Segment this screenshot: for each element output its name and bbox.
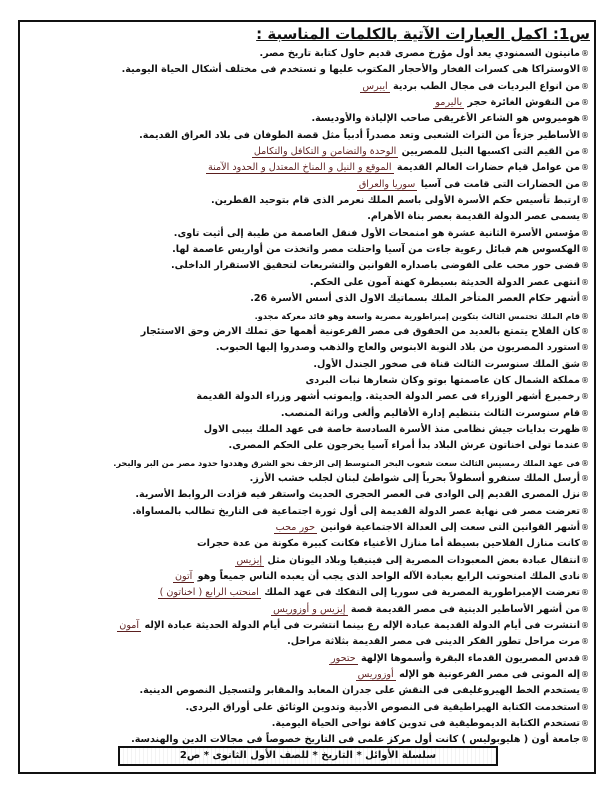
bullet-icon: ® — [581, 735, 589, 745]
statement-text: استورد المصريون من بلاد النوبة الابنوس والعاج والذهب وصدروا إليها الحبوب. — [215, 342, 580, 354]
statement-line — [20, 667, 594, 683]
statement-text: قام الملك تحتمس الثالث بتكوين إمبراطورية مصرية واسعة وهو قائد معركة مجدو. — [254, 310, 580, 321]
answer-text: حور محب — [275, 521, 315, 533]
bullet-icon: ® — [581, 98, 589, 108]
statement-line — [20, 128, 594, 144]
bullet-icon: ® — [581, 686, 589, 696]
statement-line — [20, 520, 594, 536]
statement-text: انتقال عبادة بعض المعبودات المصرية إلى فينيقيا وبلاد اليونان مثل — [267, 554, 580, 566]
statement-line — [20, 504, 594, 520]
bullet-icon: ® — [581, 277, 589, 287]
statement-text: أشهر حكام العصر المتأخر الملك بسماتيك الاول الذى أسس الأسرة 26. — [250, 293, 580, 305]
bullet-icon: ® — [581, 473, 589, 483]
statement-text: من القيم التى اكسبها النيل للمصريين — [401, 146, 580, 158]
statement-text: انتشرت فى أيام الدولة القديمة عبادة الإله رع بينما انتشرت فى أيام الدولة الحديثة عبادة الإله — [144, 620, 580, 632]
bullet-icon: ® — [581, 326, 589, 336]
statement-line — [20, 95, 594, 111]
bullet-icon: ® — [581, 228, 589, 238]
statement-text: مانيتون السمنودي يعد أول مؤرخ مصرى قديم حاول كتابة تاريخ مصر. — [259, 48, 580, 59]
statement-line — [20, 455, 594, 471]
bullet-icon: ® — [581, 65, 589, 75]
bullet-icon: ® — [581, 555, 589, 565]
statement-text: انتهى عصر الدولة الحديثة بسيطرة كهنة آمون على الحكم. — [309, 276, 580, 288]
statement-line — [20, 275, 594, 291]
bullet-icon: ® — [581, 621, 589, 631]
statement-line — [20, 487, 594, 503]
statement-text: يسمى عصر الدولة القديمة بعصر بناة الأهرام. — [367, 211, 580, 223]
statement-text: أرسل الملك سنفرو أسطولاً بحرياً إلى شواطئ لبنان لجلب خشب الأرز. — [249, 472, 580, 484]
bullet-icon: ® — [581, 359, 589, 369]
statement-text: يستخدم الخط الهيروغليفى فى النقش على جدران المعابد والمقابر ولتسجيل النصوص الدينية. — [139, 685, 580, 697]
statement-line — [20, 569, 594, 585]
bullet-icon: ® — [581, 179, 589, 189]
statement-line — [20, 438, 594, 454]
bullet-icon: ® — [581, 311, 589, 321]
answer-text: الموقع و النيل و المناخ المعتدل و الحدود الآمنة — [207, 162, 392, 174]
statement-text: هوميروس هو الشاعر الأغريقى صاحب الإلياذة والأوديسة. — [311, 113, 580, 125]
statement-line — [20, 536, 594, 552]
statement-text: مرت مراحل تطور الفكر الدينى فى مصر القديمة بثلاثة مراحل. — [287, 636, 580, 648]
statement-text: شق الملك سنوسرت الثالث قناة فى صخور الجندل الأول. — [313, 358, 580, 370]
bullet-icon: ® — [581, 392, 589, 402]
statement-line — [20, 700, 594, 716]
statement-line — [20, 373, 594, 389]
statement-line — [20, 144, 594, 160]
bullet-icon: ® — [581, 114, 589, 124]
statement-text: تستخدم الكتابة الديموطيقية فى تدوين كافة نواحى الحياة اليومية. — [271, 718, 580, 730]
statement-line — [20, 46, 594, 62]
bullet-icon: ® — [581, 343, 589, 353]
question-instruction: : اكمل العبارات الآتية بالكلمات المناسبة : — [256, 25, 559, 43]
statement-line — [20, 258, 594, 274]
bullet-icon: ® — [581, 147, 589, 157]
statement-text: تعرضت مصر فى نهاية عصر الدولة القديمة إلى أول ثورة اجتماعية فى التاريخ تطالب بالمساواة. — [132, 505, 580, 517]
statement-line — [20, 618, 594, 634]
bullet-icon: ® — [581, 196, 589, 206]
statement-line — [20, 79, 594, 95]
statement-line — [20, 177, 594, 193]
statement-text: نزل المصرى القديم إلى الوادى فى العصر الحجرى الحديث واستقر فيه فزادت الروابط الأسرية. — [135, 489, 580, 501]
statement-text: أشهر القوانين التى سعت إلى العدالة الاجتماعية قوانين — [320, 521, 580, 533]
bullet-icon: ® — [581, 81, 589, 91]
statement-line — [20, 291, 594, 307]
statement-text: ارتبط تأسيس حكم الأسرة الأولى باسم الملك نعرمر الذى قام بتوحيد القطرين. — [211, 195, 580, 207]
statement-line — [20, 422, 594, 438]
statement-line — [20, 340, 594, 356]
bullet-icon: ® — [581, 539, 589, 549]
bullet-icon: ® — [581, 375, 589, 385]
statement-text: إله الموتى فى مصر الفرعونية هو الإله — [399, 669, 580, 681]
bullet-icon: ® — [581, 506, 589, 516]
answer-text: إيزيس و أوزوريس — [273, 603, 346, 615]
statement-text: من النقوش الغائرة حجر — [467, 97, 580, 109]
answer-text: سوريا والعراق — [358, 178, 416, 190]
statement-line — [20, 651, 594, 667]
answer-text: آتون — [174, 571, 193, 582]
bullet-icon: ® — [581, 637, 589, 647]
statement-text: تعرضت الإمبراطورية المصرية فى سوريا إلى التفكك فى عهد الملك — [264, 587, 580, 599]
answer-text: باليرمو — [435, 97, 463, 109]
bullet-icon: ® — [581, 670, 589, 680]
bullet-icon: ® — [581, 408, 589, 418]
bullet-icon: ® — [581, 604, 589, 614]
answer-text: حتحور — [331, 652, 356, 664]
statement-line — [20, 226, 594, 242]
question-number: س1 — [558, 25, 590, 43]
answer-text: ايبرس — [362, 80, 388, 92]
statement-text: من انواع البرديات فى مجال الطب بردية — [393, 80, 580, 92]
bullet-icon: ® — [581, 49, 589, 58]
statement-list — [20, 46, 594, 749]
bullet-icon: ® — [581, 490, 589, 500]
statement-line — [20, 160, 594, 176]
statement-text: قضى حور محب على الفوضى باصداره القوانين والتشريعات لتحقيق الاستقرار الداخلى. — [170, 260, 580, 272]
statement-text: ظهرت بدايات جيش نظامى منذ الأسرة السادسة خاصة فى عهد الملك بيبى الاول — [203, 423, 580, 435]
statement-text: مؤسس الأسرة الثانية عشرة هو امنمحات الأول فنقل العاصمة من طيبة إلى أثيت تاوى. — [173, 227, 580, 239]
bullet-icon: ® — [581, 424, 589, 434]
statement-text: كانت منازل الفلاحين بسيطة أما منازل الأغنياء فكانت كبيرة مكونة من عدة حجرات — [196, 538, 580, 550]
answer-text: الوحدة والتضامن و التكافل والتكامل — [253, 146, 397, 158]
statement-line — [20, 62, 594, 78]
bullet-icon: ® — [581, 702, 589, 712]
bullet-icon: ® — [581, 719, 589, 729]
bullet-icon: ® — [581, 294, 589, 304]
statement-line — [20, 389, 594, 405]
bullet-icon: ® — [581, 245, 589, 255]
statement-text: فى عهد الملك رمسيس الثالث سعت شعوب البحر المتوسط إلى الزحف نحو الشرق وهددوا حدود مصر من البر والبحر. — [113, 457, 580, 468]
statement-line — [20, 602, 594, 618]
statement-text: الهكسوس هم قبائل رعوية جاءت من آسيا واحتلت مصر واتخذت من أواريس عاصمة لها. — [172, 244, 580, 256]
statement-text: كان الفلاح يتمتع بالعديد من الحقوق فى مصر الفرعونية أهمها حق تملك الارض وحق الاستئجار — [140, 325, 580, 337]
statement-line — [20, 553, 594, 569]
statement-text: قدس المصريون القدماء البقرة وأسموها الإلهة — [360, 652, 580, 664]
bullet-icon: ® — [581, 130, 589, 140]
answer-text: إيزيس — [236, 554, 263, 566]
statement-line — [20, 634, 594, 650]
bullet-icon: ® — [581, 458, 589, 468]
bullet-icon: ® — [581, 163, 589, 173]
statement-text: نادى الملك امنحوتب الرابع بعبادة الآله الواحد الذى يجب أن يعبده الناس جميعاً وهو — [197, 571, 580, 582]
statement-text: جامعة أون ( هليوبوليس ) كانت أول مركز علمى فى التاريخ خصوصاً فى مجالات الدين والهندسة. — [131, 734, 580, 746]
statement-line — [20, 406, 594, 422]
statement-text: الأساطير جزءاً من التراث الشعبى وتعد مصدراً أدبياً مثل قصة الطوفان فى بلاد العراق القديمة. — [139, 129, 580, 141]
statement-text: من أشهر الأساطير الدينية فى مصر القديمة قصة — [350, 603, 580, 615]
statement-line — [20, 111, 594, 127]
bullet-icon: ® — [581, 522, 589, 532]
bullet-icon: ® — [581, 441, 589, 451]
statement-text: مملكة الشمال كان عاصمتها بوتو وكان شعارها نبات البردى — [305, 374, 580, 386]
statement-line — [20, 209, 594, 225]
statement-text: رخميرع أشهر الوزراء فى عصر الدولة الحديثة. وإيموتب أشهر وزراء الدولة القديمة — [196, 391, 580, 403]
statement-text: عندما تولى اخناتون عرش البلاد بدأ أمراء آسيا يخرجون على الحكم المصرى. — [228, 440, 580, 452]
statement-text: من الحضارات التى قامت فى آسيا — [420, 178, 580, 190]
answer-text: أوزوريس — [357, 669, 394, 681]
statement-line — [20, 683, 594, 699]
bullet-icon: ® — [581, 653, 589, 663]
statement-text: استخدمت الكتابة الهيراطيقية فى النصوص الأدبية وتدوين الوثائق على أوراق البردى. — [185, 701, 580, 713]
statement-text: الاوستراكا هى كسرات الفخار والأحجار المكتوب عليها و تستخدم فى مختلف أشكال الحياة اليومية. — [121, 64, 580, 76]
bullet-icon: ® — [581, 261, 589, 271]
bullet-icon: ® — [581, 212, 589, 222]
statement-line — [20, 716, 594, 732]
statement-text: قام سنوسرت الثالث بتنظيم إدارة الأقاليم وألغى وراثة المنصب. — [280, 407, 580, 419]
statement-text: من عوامل قيام حضارات العالم القديمة — [396, 162, 580, 174]
statement-line — [20, 193, 594, 209]
bullet-icon: ® — [581, 572, 589, 581]
statement-line — [20, 471, 594, 487]
statement-line — [20, 357, 594, 373]
statement-line — [20, 324, 594, 340]
worksheet-page — [18, 20, 596, 774]
page-footer: سلسلة الأوائل * التاريخ * للصف الأول الثانوى * ص2 — [118, 746, 498, 766]
answer-text: آمون — [119, 620, 140, 632]
question-title — [256, 25, 590, 43]
statement-line — [20, 308, 594, 324]
statement-line — [20, 242, 594, 258]
answer-text: امنحتب الرابع ( اخناتون ) — [159, 587, 259, 599]
bullet-icon: ® — [581, 588, 589, 598]
statement-line — [20, 585, 594, 601]
